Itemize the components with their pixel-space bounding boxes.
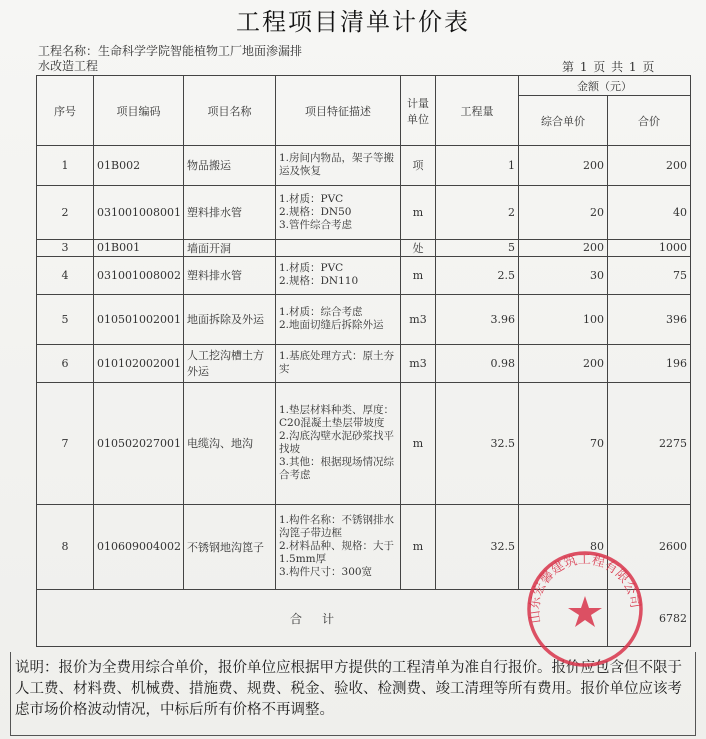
row-desc: 1.垫层材料种类、厚度：C20混凝土垫层带坡度 2.沟底沟壁水泥砂浆找平找坡 3.其他：根据现场情况综合考虑	[276, 383, 401, 505]
header-row-1	[37, 76, 691, 96]
row-name: 墙面开洞	[184, 239, 276, 257]
row-qty: 32.5	[436, 383, 519, 505]
row-seq: 1	[37, 146, 94, 186]
row-seq: 2	[37, 185, 94, 239]
row-total-price: 2275	[608, 383, 691, 505]
row-seq: 8	[37, 504, 94, 589]
row-code: 01B001	[94, 239, 184, 257]
row-unit-price: 70	[519, 383, 608, 505]
header-total-price: 合价	[608, 96, 691, 146]
header-desc: 项目特征描述	[276, 76, 401, 146]
row-unit: m	[401, 185, 436, 239]
row-total-price: 196	[608, 344, 691, 382]
row-seq: 4	[37, 257, 94, 294]
project-name-line-2: 水改造工程	[38, 59, 99, 73]
row-qty: 2	[436, 185, 519, 239]
row-code: 01B002	[94, 146, 184, 186]
row-desc: 1.基底处理方式：原土夯实	[276, 344, 401, 382]
total-value: 6782	[608, 590, 691, 647]
row-desc: 1.材质：PVC 2.规格：DN110	[276, 257, 401, 294]
row-qty: 5	[436, 239, 519, 257]
table-row	[37, 344, 691, 382]
table-row	[37, 383, 691, 505]
row-unit: m	[401, 504, 436, 589]
row-qty: 0.98	[436, 344, 519, 382]
row-seq: 7	[37, 383, 94, 505]
row-qty: 2.5	[436, 257, 519, 294]
row-name: 物品搬运	[184, 146, 276, 186]
row-desc: 1.构件名称：不锈钢排水沟箆子带边框 2.材料品种、规格：大于1.5mm厚 3.构件尺寸：300宽	[276, 504, 401, 589]
row-seq: 3	[37, 239, 94, 257]
row-unit-price: 200	[519, 344, 608, 382]
row-code: 010609004002	[94, 504, 184, 589]
project-name	[38, 44, 338, 74]
table-body	[37, 146, 691, 590]
row-name: 不锈钢地沟箆子	[184, 504, 276, 589]
row-unit: 项	[401, 146, 436, 186]
row-unit: m3	[401, 294, 436, 344]
page-number: 第 1 页 共 1 页	[562, 60, 655, 74]
table-row	[37, 294, 691, 344]
row-desc: 1.材质：PVC 2.规格：DN50 3.管件综合考虑	[276, 185, 401, 239]
table-row	[37, 504, 691, 589]
svg-text:山东宏馨建筑工程有限公司: 山东宏馨建筑工程有限公司	[527, 552, 643, 625]
row-desc	[276, 239, 401, 257]
row-total-price: 396	[608, 294, 691, 344]
row-unit: m	[401, 257, 436, 294]
row-total-price: 200	[608, 146, 691, 186]
table-row	[37, 257, 691, 294]
row-unit-price: 30	[519, 257, 608, 294]
row-desc: 1.材质：综合考虑 2.地面切缝后拆除外运	[276, 294, 401, 344]
header-unit: 计量单位	[401, 76, 436, 146]
total-label: 合计	[37, 590, 608, 647]
row-qty: 3.96	[436, 294, 519, 344]
row-seq: 6	[37, 344, 94, 382]
row-total-price: 75	[608, 257, 691, 294]
header-seq: 序号	[37, 76, 94, 146]
row-unit-price: 200	[519, 146, 608, 186]
header-amount: 金额（元）	[519, 76, 691, 96]
document-title: 工程项目清单计价表	[236, 8, 470, 36]
row-code: 010501002001	[94, 294, 184, 344]
project-name-line-1: 工程名称：生命科学学院智能植物工厂地面渗漏排	[38, 44, 303, 58]
header-name: 项目名称	[184, 76, 276, 146]
row-code: 010502027001	[94, 383, 184, 505]
row-total-price: 40	[608, 185, 691, 239]
row-qty: 32.5	[436, 504, 519, 589]
row-name: 塑料排水管	[184, 185, 276, 239]
header-qty: 工程量	[436, 76, 519, 146]
row-name: 电缆沟、地沟	[184, 383, 276, 505]
row-name: 地面拆除及外运	[184, 294, 276, 344]
row-unit-price: 80	[519, 504, 608, 589]
row-unit-price: 200	[519, 239, 608, 257]
row-unit: 处	[401, 239, 436, 257]
row-code: 031001008002	[94, 257, 184, 294]
row-unit-price: 100	[519, 294, 608, 344]
total-row	[37, 590, 691, 647]
row-unit: m	[401, 383, 436, 505]
table-row	[37, 185, 691, 239]
table-row	[37, 146, 691, 186]
row-unit: m3	[401, 344, 436, 382]
row-name: 人工挖沟槽土方外运	[184, 344, 276, 382]
row-seq: 5	[37, 294, 94, 344]
bill-table	[36, 75, 691, 647]
row-code: 010102002001	[94, 344, 184, 382]
row-name: 塑料排水管	[184, 257, 276, 294]
row-total-price: 1000	[608, 239, 691, 257]
row-unit-price: 20	[519, 185, 608, 239]
row-total-price: 2600	[608, 504, 691, 589]
table-row	[37, 239, 691, 257]
row-qty: 1	[436, 146, 519, 186]
notes: 说明：报价为全费用综合单价，报价单位应根据甲方提供的工程清单为准自行报价。报价应包含但不限于人工费、材料费、机械费、措施费、规费、税金、验收、检测费、竣工清理等所有费用。报价单位应该考虑市场价格波动情况，中标后所有价格不再调整。	[10, 652, 696, 736]
row-code: 031001008001	[94, 185, 184, 239]
row-desc: 1.房间内物品，架子等搬运及恢复	[276, 146, 401, 186]
header-unit-price: 综合单价	[519, 96, 608, 146]
header-code: 项目编码	[94, 76, 184, 146]
